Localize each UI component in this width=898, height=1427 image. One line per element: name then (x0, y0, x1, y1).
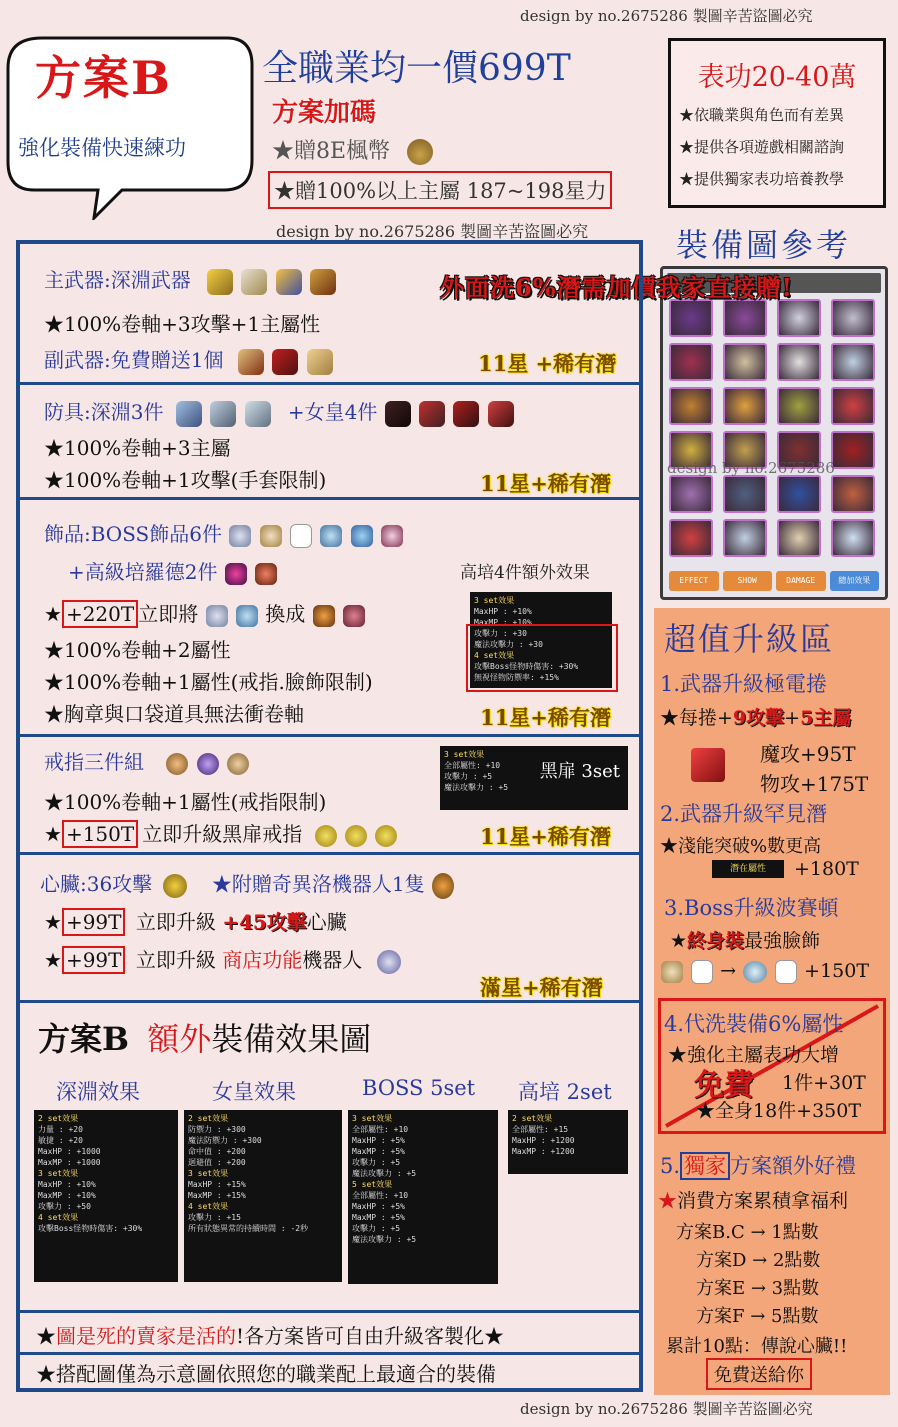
top-watermark: design by no.2675286 製圖辛苦盜圖必究 (520, 7, 813, 25)
equipment-slot[interactable] (777, 519, 821, 557)
equipment-buttons (669, 571, 879, 591)
tooltip-line: 2 set效果 (38, 1114, 79, 1123)
tooltip-line: 魔法攻擊力 : +5 (444, 783, 509, 792)
abyss-armor-icon (210, 401, 236, 427)
tooltip-line: 力量 : +20 (38, 1125, 83, 1134)
equipment-slot[interactable] (777, 299, 821, 337)
equipment-watermark: design by no.2675286 (667, 459, 835, 477)
tooltip-line: 3 set效果 (352, 1114, 393, 1123)
divider (20, 1310, 640, 1313)
tooltip-line: 全部屬性: +15 (512, 1125, 569, 1134)
abyss-weapon-icon (276, 269, 302, 295)
boss-accessory-icon (351, 525, 373, 547)
show-button[interactable]: SHOW (723, 571, 773, 591)
ring-icon (166, 753, 188, 775)
upgrade-3-title: 3.Boss升級波賽頓 (664, 896, 839, 920)
total-effect-button[interactable]: 總加效果 (830, 571, 880, 591)
equipment-slot[interactable] (723, 387, 767, 425)
heart-title: 心臟:36攻擊 ★附贈奇異洛機器人1隻 (40, 868, 455, 899)
accessory-line: ★胸章與口袋道具無法衝卷軸 (44, 702, 304, 726)
ring-tooltip (440, 746, 628, 810)
boss-accessory-icon (260, 525, 282, 547)
equipment-slot[interactable] (831, 519, 875, 557)
boss-accessory-icon (290, 524, 312, 548)
equipment-slot[interactable] (723, 519, 767, 557)
tooltip-line: 全部屬性: +10 (352, 1191, 409, 1200)
points-row: 方案E → 3點數 (696, 1278, 820, 1299)
bonus-title: 方案加碼 (272, 98, 377, 128)
potential-badge: 潛在屬性 (712, 860, 784, 878)
tooltip-line: 攻擊Boss怪物時傷害: +30% (474, 662, 579, 671)
boss-accessory-icon (206, 605, 228, 627)
accessory-title2: +高級培羅德2件 (68, 556, 278, 585)
equipment-grid (669, 299, 881, 561)
divider (20, 852, 640, 855)
boss-accessory-icon (236, 605, 258, 627)
upgrade-3-line: ★終身裝最強臉飾 (670, 930, 821, 952)
points-row: 方案D → 2點數 (696, 1250, 821, 1271)
extra-col-title: BOSS 5set (362, 1076, 476, 1100)
upgrade-2-title: 2.武器升級罕見潛 (660, 802, 828, 826)
price-box: +99T (62, 908, 126, 936)
tooltip-line: MaxHP : +5% (352, 1202, 405, 1211)
tooltip-line: 迴避值 : +200 (188, 1158, 246, 1167)
equipment-slot[interactable] (831, 431, 875, 469)
money-bag-icon (407, 139, 433, 165)
extra-col-title: 深淵效果 (56, 1080, 140, 1104)
tooltip-line: 無視怪物防禦率: +15% (474, 673, 559, 682)
equipment-slot[interactable] (669, 299, 713, 337)
accessory-upgrade-line: ★ +220T 立即將 換成 (44, 598, 366, 627)
tooltip-line: MaxHP : +10% (474, 607, 532, 616)
ring-star-label: 11星+稀有潛 (480, 824, 611, 849)
secondary-weapon-icon (307, 349, 333, 375)
tooltip-line: MaxMP : +1000 (38, 1158, 101, 1167)
footer-line-1: ★圖是死的賣家是活的!各方案皆可自由升級客製化★ (36, 1324, 505, 1348)
tooltip-line: 防禦力 : +300 (188, 1125, 246, 1134)
points-total: 累計10點：傳說心臟!! (666, 1336, 848, 1357)
android-icon (377, 950, 401, 974)
upgrade-5-title: 5. 獨家 方案額外好禮 (660, 1154, 857, 1178)
tooltip-line: 2 set效果 (512, 1114, 553, 1123)
tooltip-line: 所有狀態異常的持續時間 : -2秒 (188, 1224, 309, 1233)
superior-gollux-icon (225, 563, 247, 585)
empress-armor-icon (453, 401, 479, 427)
equipment-slot[interactable] (831, 387, 875, 425)
arrow-icon: → (720, 960, 737, 982)
equipment-slot[interactable] (777, 387, 821, 425)
mid-watermark: design by no.2675286 製圖辛苦盜圖必究 (276, 222, 589, 241)
face-accessory-icon (661, 961, 683, 983)
accessory-title: 飾品:BOSS飾品6件 (44, 518, 404, 548)
secondary-weapon-icon (238, 349, 264, 375)
equipment-slot[interactable] (831, 299, 875, 337)
price-box: +150T (62, 820, 138, 848)
empress-armor-icon (385, 401, 411, 427)
gollux-extra-label: 高培4件額外效果 (460, 563, 590, 583)
free-gift-box: 免費送給你 (706, 1358, 812, 1390)
heart-star-label: 滿星+稀有潛 (480, 975, 603, 1000)
equipment-slot[interactable] (831, 475, 875, 513)
performance-line: ★提供獨家表功培養教學 (679, 170, 845, 188)
ring-icon (197, 753, 219, 775)
tooltip-line: MaxHP : +15% (188, 1180, 246, 1189)
tooltip-line: 全部屬性: +10 (444, 761, 501, 770)
performance-box (668, 38, 886, 208)
android-egg-icon (432, 873, 454, 899)
tooltip-line: 攻擊力 : +50 (38, 1202, 91, 1211)
free-potential-banner: 外面洗6%潛需加價我家直接贈! (440, 273, 794, 302)
upgrade-5-line: ★消費方案累積拿福利 (658, 1190, 849, 1212)
ring-upgrade-line: ★ +150T 立即升級黑扉戒指 (44, 818, 398, 847)
upgrade-1-title: 1.武器升級極電捲 (660, 672, 828, 696)
tooltip-line: 4 set效果 (188, 1202, 229, 1211)
armor-title: 防具:深淵3件 +女皇4件 (44, 396, 515, 427)
gollux-set-tooltip (508, 1110, 628, 1174)
superior-gollux-icon (255, 563, 277, 585)
tooltip-line: 攻擊力 : +30 (474, 629, 527, 638)
tooltip-line: MaxMP : +10% (38, 1191, 96, 1200)
tooltip-line: 魔法防禦力 : +300 (188, 1136, 262, 1145)
scroll-icon (691, 748, 725, 782)
upgrade-4-full: ★全身18件+350T (696, 1100, 862, 1122)
tooltip-line: 2 set效果 (188, 1114, 229, 1123)
footer-line-2: ★搭配圖僅為示意圖依照您的職業配上最適合的裝備 (36, 1362, 496, 1386)
heart-upgrade-line: ★ +99T 立即升級 +45攻擊心臟 (44, 910, 347, 934)
empress-armor-icon (488, 401, 514, 427)
upgrade-2-price: +180T (794, 858, 859, 880)
equipment-slot[interactable] (669, 343, 713, 381)
tooltip-line: MaxMP : +1200 (512, 1147, 575, 1156)
price-box: +220T (62, 600, 138, 628)
equipment-slot[interactable] (723, 299, 767, 337)
tooltip-line: MaxHP : +5% (352, 1136, 405, 1145)
upgrade-4-single: 1件+30T (782, 1072, 866, 1094)
accessory-line: ★100%卷軸+2屬性 (44, 638, 231, 662)
heart-icon (163, 874, 187, 898)
divider (20, 1352, 640, 1355)
equipment-slot[interactable] (831, 343, 875, 381)
tooltip-line: 攻擊力 : +5 (352, 1224, 401, 1233)
upgrade-1-magic: 魔攻+95T (760, 742, 856, 766)
accessory-star-label: 11星+稀有潛 (480, 705, 611, 730)
bubble-subtitle: 強化裝備快速練功 (18, 136, 186, 160)
secondary-weapon-icon (272, 349, 298, 375)
black-gate-ring-icon (345, 825, 367, 847)
boss-accessory-icon (381, 525, 403, 547)
tooltip-line: MaxMP : +5% (352, 1213, 405, 1222)
armor-line: ★100%卷軸+3主屬 (44, 436, 231, 460)
tooltip-line: MaxHP : +1000 (38, 1147, 101, 1156)
bubble-title: 方案B (35, 51, 172, 105)
tooltip-line: MaxMP : +10% (474, 618, 532, 627)
equipment-slot[interactable] (723, 343, 767, 381)
tooltip-line: 3 set效果 (188, 1169, 229, 1178)
equipment-slot[interactable] (669, 519, 713, 557)
tooltip-line: MaxHP : +10% (38, 1180, 96, 1189)
equipment-slot[interactable] (669, 475, 713, 513)
bonus-starforce: ★贈100%以上主屬 187~198星力 (268, 171, 612, 209)
tooltip-line: 敏捷 : +20 (38, 1136, 83, 1145)
android-upgrade-line: ★ +99T 立即升級 商店功能機器人 (44, 944, 402, 974)
effect-button[interactable]: EFFECT (669, 571, 719, 591)
ring-title: 戒指三件組 (44, 746, 250, 775)
face-accessory-icon (691, 960, 713, 984)
black-gate-ring-icon (375, 825, 397, 847)
ring-icon (227, 753, 249, 775)
upgrade-3-icons: → +150T (660, 960, 869, 984)
performance-line: ★提供各項遊戲相關諮詢 (679, 138, 845, 156)
equipment-slot[interactable] (669, 387, 713, 425)
weapon-line: ★100%卷軸+3攻擊+1主屬性 (44, 312, 321, 336)
abyss-weapon-icon (207, 269, 233, 295)
abyss-set-tooltip (34, 1110, 178, 1282)
boss-set-tooltip (348, 1110, 498, 1284)
damage-button[interactable]: DAMAGE (776, 571, 826, 591)
divider (20, 382, 640, 385)
performance-line: ★依職業與角色而有差異 (679, 106, 845, 124)
boss-accessory-icon (320, 525, 342, 547)
extra-col-title: 高培 2set (518, 1080, 612, 1104)
tooltip-line: 4 set效果 (474, 651, 515, 660)
upgrade-2-line: ★淺能突破%數更高 (660, 836, 822, 857)
tooltip-line: 攻擊力 : +5 (444, 772, 493, 781)
equipment-slot[interactable] (723, 475, 767, 513)
bonus-mesos: ★贈8E楓幣 (272, 134, 434, 165)
empress-set-tooltip (184, 1110, 342, 1282)
extra-title: 方案B 額外裝備效果圖 (38, 1020, 372, 1058)
tooltip-line: 3 set效果 (444, 750, 485, 759)
accessory-line: ★100%卷軸+1屬性(戒指.臉飾限制) (44, 670, 373, 694)
tooltip-line: 3 set效果 (38, 1169, 79, 1178)
points-row: 方案F → 5點數 (696, 1306, 819, 1327)
superior-gollux-icon (313, 605, 335, 627)
weapon-main-title: 主武器:深淵武器 (44, 264, 337, 295)
price-box: +99T (62, 946, 126, 974)
upgrade-4-line: ★強化主屬表功大增 (668, 1044, 840, 1066)
tooltip-line: 攻擊力 : +15 (188, 1213, 241, 1222)
gollux-tooltip-highlight (466, 624, 618, 692)
tooltip-line: 魔法攻擊力 : +5 (352, 1235, 417, 1244)
armor-line: ★100%卷軸+1攻擊(手套限制) (44, 468, 327, 492)
armor-star-label: 11星+稀有潛 (480, 471, 611, 496)
tooltip-line: 攻擊Boss怪物時傷害: +30% (38, 1224, 143, 1233)
abyss-armor-icon (245, 401, 271, 427)
extra-col-title: 女皇效果 (212, 1080, 296, 1104)
price-title: 全職業均一價699T (262, 48, 571, 89)
upgrade-1-attack: 物攻+175T (760, 772, 869, 796)
tooltip-line: 魔法攻擊力 : +30 (474, 640, 543, 649)
performance-title: 表功20-40萬 (697, 62, 857, 93)
superior-gollux-icon (343, 605, 365, 627)
tooltip-line: 3 set效果 (474, 596, 515, 605)
upgrade-4-title: 4.代洗裝備6%屬性 (664, 1012, 844, 1036)
abyss-armor-icon (176, 401, 202, 427)
weapon-sub-title: 副武器:免費贈送1個 (44, 344, 334, 375)
reference-title: 裝備圖參考 (676, 226, 852, 264)
black-gate-ring-icon (315, 825, 337, 847)
points-row: 方案B.C → 1點數 (676, 1222, 819, 1243)
upgrade-title: 超值升級區 (664, 620, 835, 658)
tooltip-line: MaxMP : +5% (352, 1147, 405, 1156)
divider (20, 734, 640, 737)
tooltip-line: 全部屬性: +10 (352, 1125, 409, 1134)
boss-accessory-icon (229, 525, 251, 547)
empress-armor-icon (419, 401, 445, 427)
weapon-star-label: 11星 +稀有潛 (478, 351, 617, 376)
equipment-slot[interactable] (777, 343, 821, 381)
poseidon-icon (743, 961, 767, 983)
equipment-window (660, 266, 888, 600)
tooltip-line: 攻擊力 : +5 (352, 1158, 401, 1167)
tooltip-line: MaxMP : +15% (188, 1191, 246, 1200)
abyss-weapon-icon (241, 269, 267, 295)
bottom-watermark: design by no.2675286 製圖辛苦盜圖必究 (520, 1400, 813, 1418)
abyss-weapon-icon (310, 269, 336, 295)
upgrade-1-line: ★每捲+9攻擊+5主屬 (660, 707, 852, 729)
tooltip-line: 5 set效果 (352, 1180, 393, 1189)
tooltip-line: 命中值 : +200 (188, 1147, 246, 1156)
tooltip-line: 魔法攻擊力 : +5 (352, 1169, 417, 1178)
equipment-slot[interactable] (777, 475, 821, 513)
tooltip-line: 4 set效果 (38, 1213, 79, 1222)
ring-line: ★100%卷軸+1屬性(戒指限制) (44, 790, 327, 814)
tooltip-line: MaxHP : +1200 (512, 1136, 575, 1145)
ring-tooltip-label: 黑扉 3set (539, 761, 620, 782)
poseidon-icon (775, 960, 797, 984)
free-label: 免費 (694, 1068, 754, 1103)
